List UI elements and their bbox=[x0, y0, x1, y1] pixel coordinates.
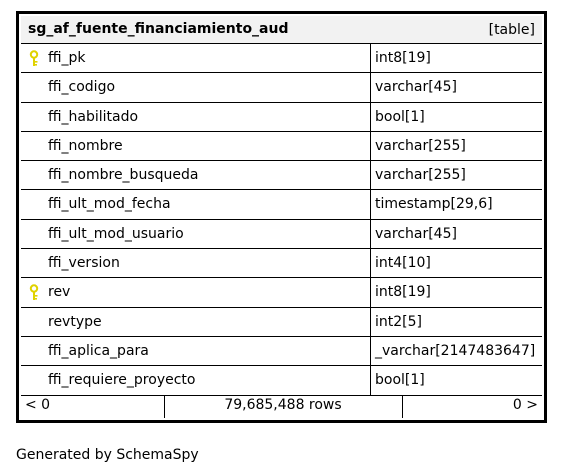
children-count-cell bbox=[21, 396, 165, 418]
table-kind-label: [table] bbox=[488, 22, 535, 38]
column-type: int8[19] bbox=[375, 284, 431, 301]
table-node bbox=[16, 11, 547, 423]
column-name: ffi_version bbox=[48, 255, 120, 272]
column-name: ffi_aplica_para bbox=[48, 342, 149, 359]
column-type: varchar[255] bbox=[375, 137, 466, 154]
table-row bbox=[21, 161, 542, 190]
table-row bbox=[21, 220, 542, 249]
column-type: timestamp[29,6] bbox=[375, 196, 493, 213]
generated-by-label: Generated by SchemaSpy bbox=[16, 447, 199, 463]
column-name-cell bbox=[21, 220, 371, 248]
column-name: ffi_requiere_proyecto bbox=[48, 372, 196, 389]
table-row bbox=[21, 366, 542, 395]
column-name-cell bbox=[21, 44, 371, 72]
row-count: 79,685,488 rows bbox=[224, 397, 342, 413]
children-count: < 0 bbox=[25, 397, 51, 413]
table-row bbox=[21, 132, 542, 161]
column-type: int8[19] bbox=[375, 50, 431, 66]
column-type: _varchar[2147483647] bbox=[375, 342, 536, 359]
column-name: ffi_habilitado bbox=[48, 108, 139, 125]
table-header bbox=[21, 16, 542, 44]
column-name: rev bbox=[48, 284, 71, 301]
table-footer bbox=[21, 396, 542, 418]
column-name-cell bbox=[21, 278, 371, 306]
column-type: bool[1] bbox=[375, 372, 425, 389]
column-type: varchar[45] bbox=[375, 79, 457, 96]
column-type: int4[10] bbox=[375, 255, 431, 272]
column-name: ffi_pk bbox=[48, 50, 86, 66]
column-name-cell bbox=[21, 337, 371, 365]
column-name-cell bbox=[21, 190, 371, 218]
column-name: ffi_nombre_busqueda bbox=[48, 167, 199, 184]
column-type: int2[5] bbox=[375, 313, 422, 330]
column-type: bool[1] bbox=[375, 108, 425, 125]
key-icon bbox=[28, 50, 40, 67]
table-row bbox=[21, 308, 542, 337]
key-icon bbox=[28, 284, 40, 301]
column-name-cell bbox=[21, 308, 371, 336]
column-name-cell bbox=[21, 73, 371, 101]
table-row bbox=[21, 278, 542, 307]
column-name: ffi_nombre bbox=[48, 137, 123, 154]
column-name-cell bbox=[21, 103, 371, 131]
column-list bbox=[21, 44, 542, 396]
column-name-cell bbox=[21, 249, 371, 277]
table-row bbox=[21, 249, 542, 278]
row-count-cell bbox=[164, 396, 403, 418]
column-name-cell bbox=[21, 132, 371, 160]
column-name-cell bbox=[21, 161, 371, 189]
column-name: ffi_ult_mod_usuario bbox=[48, 225, 184, 242]
table-row bbox=[21, 190, 542, 219]
column-name: revtype bbox=[48, 313, 102, 330]
parents-count: 0 > bbox=[512, 397, 538, 413]
table-row bbox=[21, 337, 542, 366]
column-type: varchar[255] bbox=[375, 167, 466, 184]
table-row bbox=[21, 73, 542, 102]
table-row bbox=[21, 44, 542, 73]
table-name: sg_af_fuente_financiamiento_aud bbox=[28, 21, 289, 37]
column-name: ffi_ult_mod_fecha bbox=[48, 196, 171, 213]
parents-count-cell bbox=[403, 396, 542, 418]
table-row bbox=[21, 103, 542, 132]
column-type: varchar[45] bbox=[375, 225, 457, 242]
column-name-cell bbox=[21, 366, 371, 394]
column-name: ffi_codigo bbox=[48, 79, 116, 96]
